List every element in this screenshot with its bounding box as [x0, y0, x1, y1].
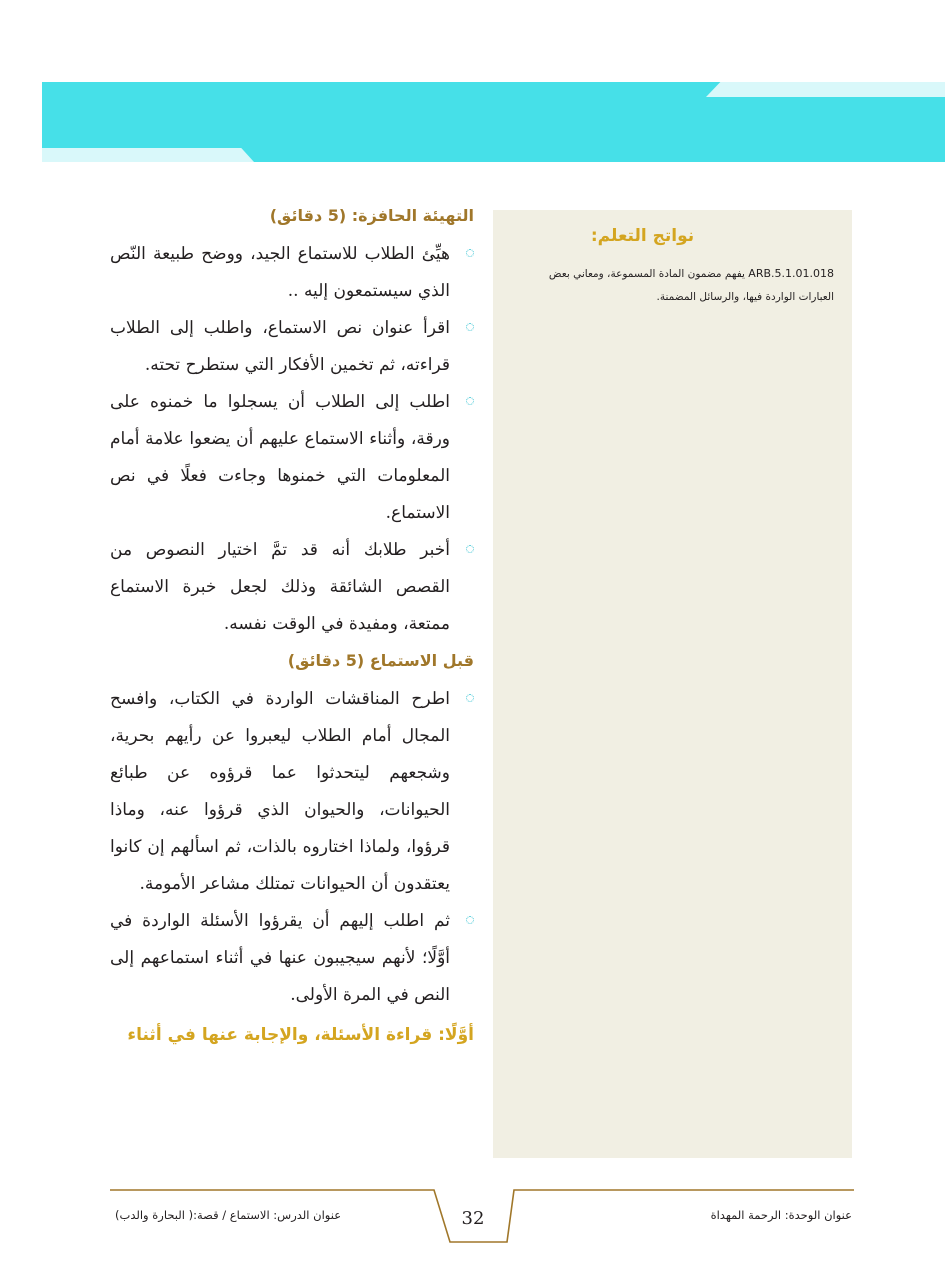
- list-item-text: اطرح المناقشات الواردة في الكتاب، وافسح المجال أمام الطلاب ليعبروا عن رأيهم بحرية، وشجعهم ليتحدثوا عما قرؤوه عن طبائع الحيوانات، والحيوان الذي قرؤوا عنه، وماذا قرؤوا، ولماذا اختاروه بالذات، ثم اسألهم إن كانوا يعتقدون أن الحيوانات تمتلك مشاعر الأمومة.: [110, 689, 450, 894]
- unit-title: عنوان الوحدة: الرحمة المهداة: [710, 1208, 852, 1222]
- outcome-description: يفهم مضمون المادة المسموعة، ومعاني بعض العبارات الواردة فيها، والرسائل المضمنة.: [548, 268, 834, 303]
- list-item-text: اطلب إلى الطلاب أن يسجلوا ما خمنوه على ورقة، وأثناء الاستماع عليهم أن يضعوا علامة أمام المعلومات التي خمنوها وجاءت فعلًا في نص الاستماع.: [110, 392, 450, 523]
- section-heading-pre-listening: قبل الاستماع (5 دقائق): [287, 651, 474, 670]
- list-item: [110, 310, 474, 384]
- section-heading-first: أوَّلًا: قراءة الأسئلة، والإجابة عنها في أثناء: [127, 1025, 474, 1045]
- header-accent-top: [706, 82, 945, 97]
- list-item: [110, 532, 474, 643]
- list-item-text: هيِّئ الطلاب للاستماع الجيد، ووضح طبيعة النّص الذي سيستمعون إليه ..: [110, 244, 450, 301]
- header-accent-bottom: [42, 148, 254, 162]
- page-number: 32: [461, 1208, 485, 1229]
- list-item-text: اقرأ عنوان نص الاستماع، واطلب إلى الطلاب قراءته، ثم تخمين الأفكار التي ستطرح تحته.: [110, 318, 450, 375]
- list-item: [110, 903, 474, 1014]
- lesson-title: عنوان الدرس: الاستماع / قصة:( البحارة والدب): [115, 1208, 342, 1222]
- list-item-text: ثم اطلب إليهم أن يقرؤوا الأسئلة الواردة في أوَّلًا؛ لأنهم سيجيبون عنها في أثناء استماعهم إلى النص في المرة الأولى.: [110, 911, 450, 1005]
- warmup-list: [110, 236, 474, 643]
- learning-outcome-text: [511, 262, 834, 309]
- bullet-dot-icon: [466, 694, 474, 702]
- bullet-dot-icon: [466, 323, 474, 331]
- bullet-dot-icon: [466, 249, 474, 257]
- lesson-content: [110, 202, 474, 1052]
- bullet-dot-icon: [466, 545, 474, 553]
- list-item: [110, 384, 474, 532]
- outcome-code: ARB.5.1.01.018: [748, 267, 834, 280]
- learning-outcomes-title: نواتج التعلم:: [590, 226, 695, 246]
- section-heading-warmup: التهيئة الحافزة: (5 دقائق): [269, 206, 474, 225]
- list-item: [110, 681, 474, 903]
- list-item-text: أخبر طلابك أنه قد تمَّ اختيار النصوص من القصص الشائقة وذلك لجعل خبرة الاستماع ممتعة، ومفيدة في الوقت نفسه.: [110, 540, 450, 634]
- bullet-dot-icon: [466, 397, 474, 405]
- pre-listening-list: [110, 681, 474, 1014]
- bullet-dot-icon: [466, 916, 474, 924]
- learning-outcomes-panel: [493, 210, 852, 1158]
- list-item: [110, 236, 474, 310]
